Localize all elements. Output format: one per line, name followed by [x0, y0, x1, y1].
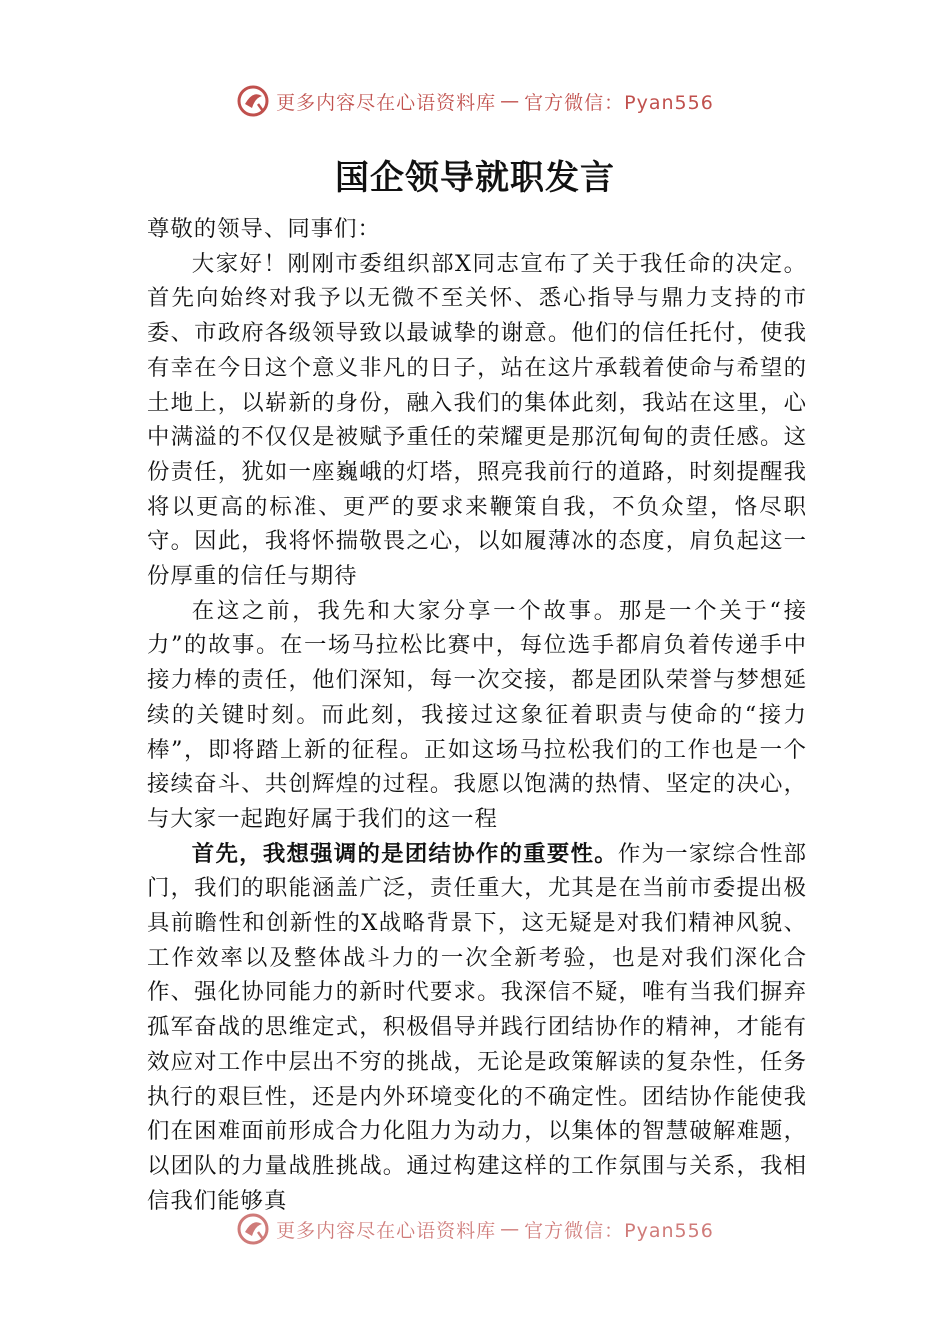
brand-logo-icon: [236, 84, 270, 118]
watermark-dash: —: [500, 90, 521, 112]
paragraph-3-lead: 首先，我想强调的是团结协作的重要性。: [191, 840, 618, 867]
watermark-contact: 官方微信：Pyan556: [524, 1219, 714, 1242]
paragraph-1: 大家好！刚刚市委组织部X同志宣布了关于我任命的决定。首先向始终对我予以无微不至关怀、悉心指导与鼎力支持的市委、市政府各级领导致以最诚挚的谢意。他们的信任托付，使我有幸在今日这个意义非凡的日子，站在这片承载着使命与希望的土地上，以崭新的身份，融入我们的集体此刻，我站在这里，心中满溢的不仅仅是被赋予重任的荣耀更是那沉甸甸的责任感。这份责任，犹如一座巍峨的灯塔，照亮我前行的道路，时刻提醒我将以更高的标准、更严的要求来鞭策自我，不负众望，恪尽职守。因此，我将怀揣敬畏之心，以如履薄冰的态度，肩负起这一份厚重的信任与期待: [147, 250, 807, 590]
paragraph-2: 在这之前，我先和大家分享一个故事。那是一个关于“接力”的故事。在一场马拉松比赛中，每位选手都肩负着传递手中接力棒的责任，他们深知，每一次交接，都是团队荣誉与梦想延续的关键时刻。而此刻，我接过这象征着职责与使命的“接力棒”，即将踏上新的征程。正如这场马拉松我们的工作也是一个接续奋斗、共创辉煌的过程。我愿以饱满的热情、坚定的决心，与大家一起跑好属于我们的这一程: [147, 597, 807, 832]
document-title: 国企领导就职发言: [335, 158, 615, 198]
watermark-dash: —: [500, 1218, 521, 1240]
brand-logo-icon: [236, 1212, 270, 1246]
paragraph-3: [147, 837, 807, 1219]
watermark-banner-top: [0, 84, 950, 118]
salutation: 尊敬的领导、同事们：: [147, 216, 381, 242]
watermark-text: 更多内容尽在心语资料库: [276, 1219, 497, 1242]
paragraph-3-body: 作为一家综合性部门，我们的职能涵盖广泛，责任重大，尤其是在当前市委提出极具前瞻性和创新性的X战略背景下，这无疑是对我们精神风貌、工作效率以及整体战斗力的一次全新考验，也是对我们深化合作、强化协同能力的新时代要求。我深信不疑，唯有当我们摒弃孤军奋战的思维定式，积极倡导并践行团结协作的精神，才能有效应对工作中层出不穷的挑战，无论是政策解读的复杂性，任务执行的艰巨性，还是内外环境变化的不确定性。团结协作能使我们在困难面前形成合力化阻力为动力，以集体的智慧破解难题，以团队的力量战胜挑战。通过构建这样的工作氛围与关系，我相信我们能够真: [147, 840, 808, 1214]
document-body: [147, 212, 807, 1218]
watermark-text: 更多内容尽在心语资料库: [276, 91, 497, 114]
watermark-banner-bottom: [0, 1212, 950, 1246]
watermark-contact: 官方微信：Pyan556: [524, 91, 714, 114]
